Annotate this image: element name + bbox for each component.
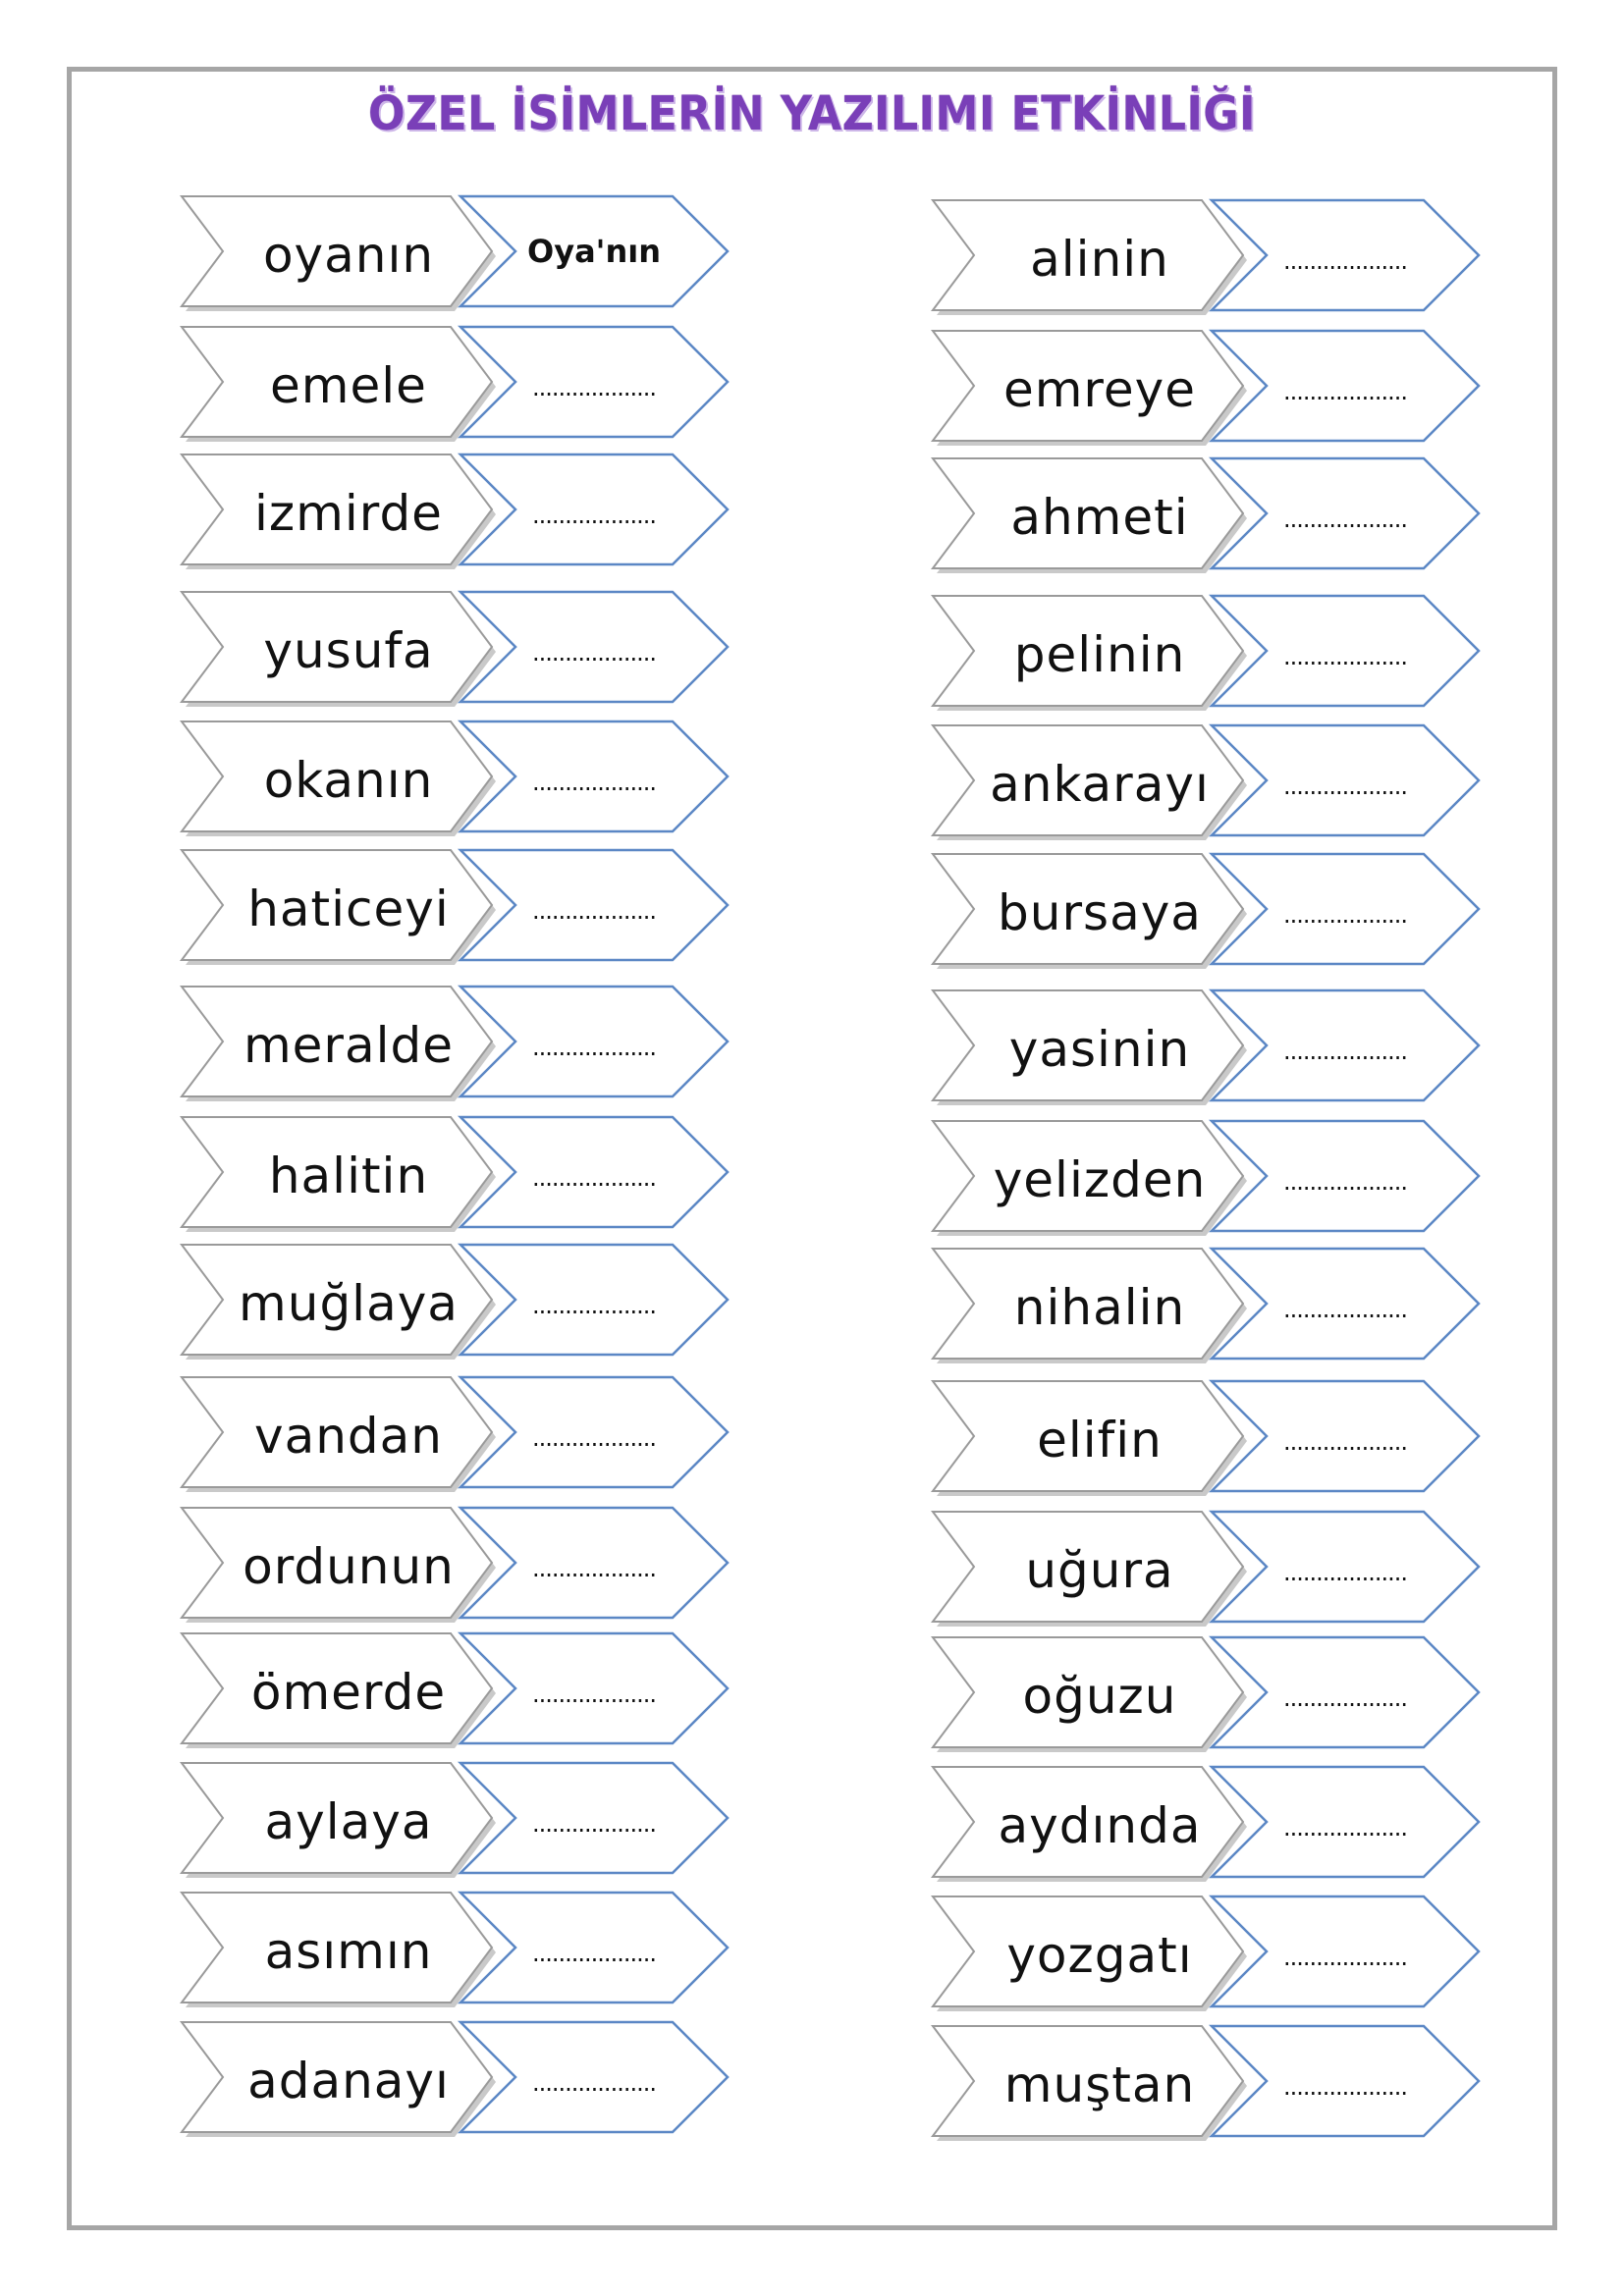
lowercase-word: haticeyi bbox=[247, 881, 450, 937]
lowercase-word: bursaya bbox=[998, 884, 1202, 941]
lowercase-word: nihalin bbox=[1013, 1279, 1186, 1336]
lowercase-word: muğlaya bbox=[239, 1275, 459, 1332]
answer-field[interactable]: ................... bbox=[1283, 1814, 1407, 1842]
answer-field[interactable]: ................... bbox=[1283, 1168, 1407, 1196]
word-row bbox=[933, 854, 1502, 972]
answer-field[interactable]: ................... bbox=[1283, 1944, 1407, 1971]
lowercase-word: izmirde bbox=[254, 485, 443, 542]
lowercase-word: oyanın bbox=[262, 227, 435, 284]
answer-field[interactable]: ................... bbox=[532, 1164, 656, 1192]
word-row bbox=[182, 1893, 751, 2010]
word-row bbox=[182, 1377, 751, 1495]
answer-field[interactable]: ................... bbox=[1283, 773, 1407, 800]
lowercase-word: ordunun bbox=[243, 1538, 455, 1595]
lowercase-word: muştan bbox=[1003, 2056, 1196, 2113]
lowercase-word: yusufa bbox=[263, 622, 434, 679]
word-row bbox=[182, 454, 751, 572]
lowercase-word: yozgatı bbox=[1006, 1927, 1193, 1984]
answer-field[interactable]: ................... bbox=[532, 1034, 656, 1061]
word-row bbox=[182, 721, 751, 839]
answer-field[interactable]: ................... bbox=[1283, 1684, 1407, 1712]
word-row bbox=[933, 1249, 1502, 1366]
answer-field[interactable]: ................... bbox=[532, 769, 656, 796]
word-row bbox=[933, 1637, 1502, 1755]
word-row bbox=[182, 850, 751, 968]
word-row bbox=[182, 1763, 751, 1881]
word-row bbox=[933, 1512, 1502, 1629]
answer-field[interactable]: ................... bbox=[532, 1424, 656, 1452]
answer-field[interactable]: ................... bbox=[1283, 643, 1407, 670]
word-row bbox=[182, 327, 751, 445]
word-row bbox=[933, 1381, 1502, 1499]
answer-field[interactable]: ................... bbox=[1283, 1038, 1407, 1065]
word-row bbox=[933, 1767, 1502, 1885]
answer-field[interactable]: ................... bbox=[532, 2069, 656, 2097]
lowercase-word: aydında bbox=[998, 1797, 1202, 1854]
word-row bbox=[933, 2026, 1502, 2144]
answer-field[interactable]: ................... bbox=[1283, 378, 1407, 405]
word-row bbox=[933, 331, 1502, 449]
lowercase-word: yelizden bbox=[993, 1151, 1207, 1208]
answer-field[interactable]: ................... bbox=[1283, 901, 1407, 929]
word-row bbox=[182, 196, 751, 314]
word-row bbox=[933, 596, 1502, 714]
lowercase-word: uğura bbox=[1025, 1542, 1174, 1599]
lowercase-word: okanın bbox=[263, 752, 434, 809]
answer-field[interactable]: ................... bbox=[532, 1555, 656, 1582]
answer-field[interactable]: ................... bbox=[1283, 247, 1407, 275]
word-row bbox=[182, 987, 751, 1104]
word-row bbox=[182, 1633, 751, 1751]
answer-field[interactable]: ................... bbox=[532, 639, 656, 667]
word-row bbox=[182, 1117, 751, 1235]
word-row bbox=[182, 592, 751, 710]
answer-field[interactable]: ................... bbox=[532, 897, 656, 925]
word-row bbox=[933, 458, 1502, 576]
answer-field[interactable]: ................... bbox=[532, 502, 656, 529]
answer-field[interactable]: ................... bbox=[532, 1810, 656, 1838]
answer-field[interactable]: ................... bbox=[1283, 1559, 1407, 1586]
word-row bbox=[182, 1508, 751, 1626]
lowercase-word: elifin bbox=[1037, 1412, 1163, 1468]
page-title: ÖZEL İSİMLERİN YAZILIMI ETKİNLİĞİ bbox=[368, 86, 1256, 141]
lowercase-word: ömerde bbox=[250, 1664, 447, 1721]
lowercase-word: ankarayı bbox=[990, 756, 1210, 813]
word-row bbox=[933, 200, 1502, 318]
lowercase-word: emele bbox=[270, 357, 427, 414]
answer-field[interactable]: ................... bbox=[1283, 506, 1407, 533]
lowercase-word: oğuzu bbox=[1022, 1668, 1177, 1725]
answer-field[interactable]: ................... bbox=[532, 1681, 656, 1708]
word-row bbox=[182, 1245, 751, 1362]
answer-field[interactable]: ................... bbox=[1283, 1428, 1407, 1456]
answer-field[interactable]: ................... bbox=[532, 374, 656, 401]
lowercase-word: aylaya bbox=[264, 1793, 433, 1850]
answer-field[interactable]: ................... bbox=[532, 1292, 656, 1319]
answer-field[interactable]: Oya'nın bbox=[527, 233, 661, 270]
word-row bbox=[933, 1896, 1502, 2014]
lowercase-word: asımın bbox=[264, 1923, 433, 1980]
answer-field[interactable]: ................... bbox=[532, 1940, 656, 1967]
word-row bbox=[933, 1121, 1502, 1239]
lowercase-word: alinin bbox=[1030, 231, 1169, 288]
lowercase-word: vandan bbox=[254, 1408, 443, 1465]
lowercase-word: halitin bbox=[268, 1148, 429, 1204]
lowercase-word: meralde bbox=[243, 1017, 455, 1074]
word-row bbox=[933, 990, 1502, 1108]
answer-field[interactable]: ................... bbox=[1283, 2073, 1407, 2101]
lowercase-word: emreye bbox=[1002, 361, 1197, 418]
word-row bbox=[933, 725, 1502, 843]
answer-field[interactable]: ................... bbox=[1283, 1296, 1407, 1323]
lowercase-word: yasinin bbox=[1008, 1021, 1191, 1078]
lowercase-word: ahmeti bbox=[1010, 489, 1189, 546]
lowercase-word: pelinin bbox=[1013, 626, 1186, 683]
word-row bbox=[182, 2022, 751, 2140]
lowercase-word: adanayı bbox=[247, 2053, 450, 2109]
